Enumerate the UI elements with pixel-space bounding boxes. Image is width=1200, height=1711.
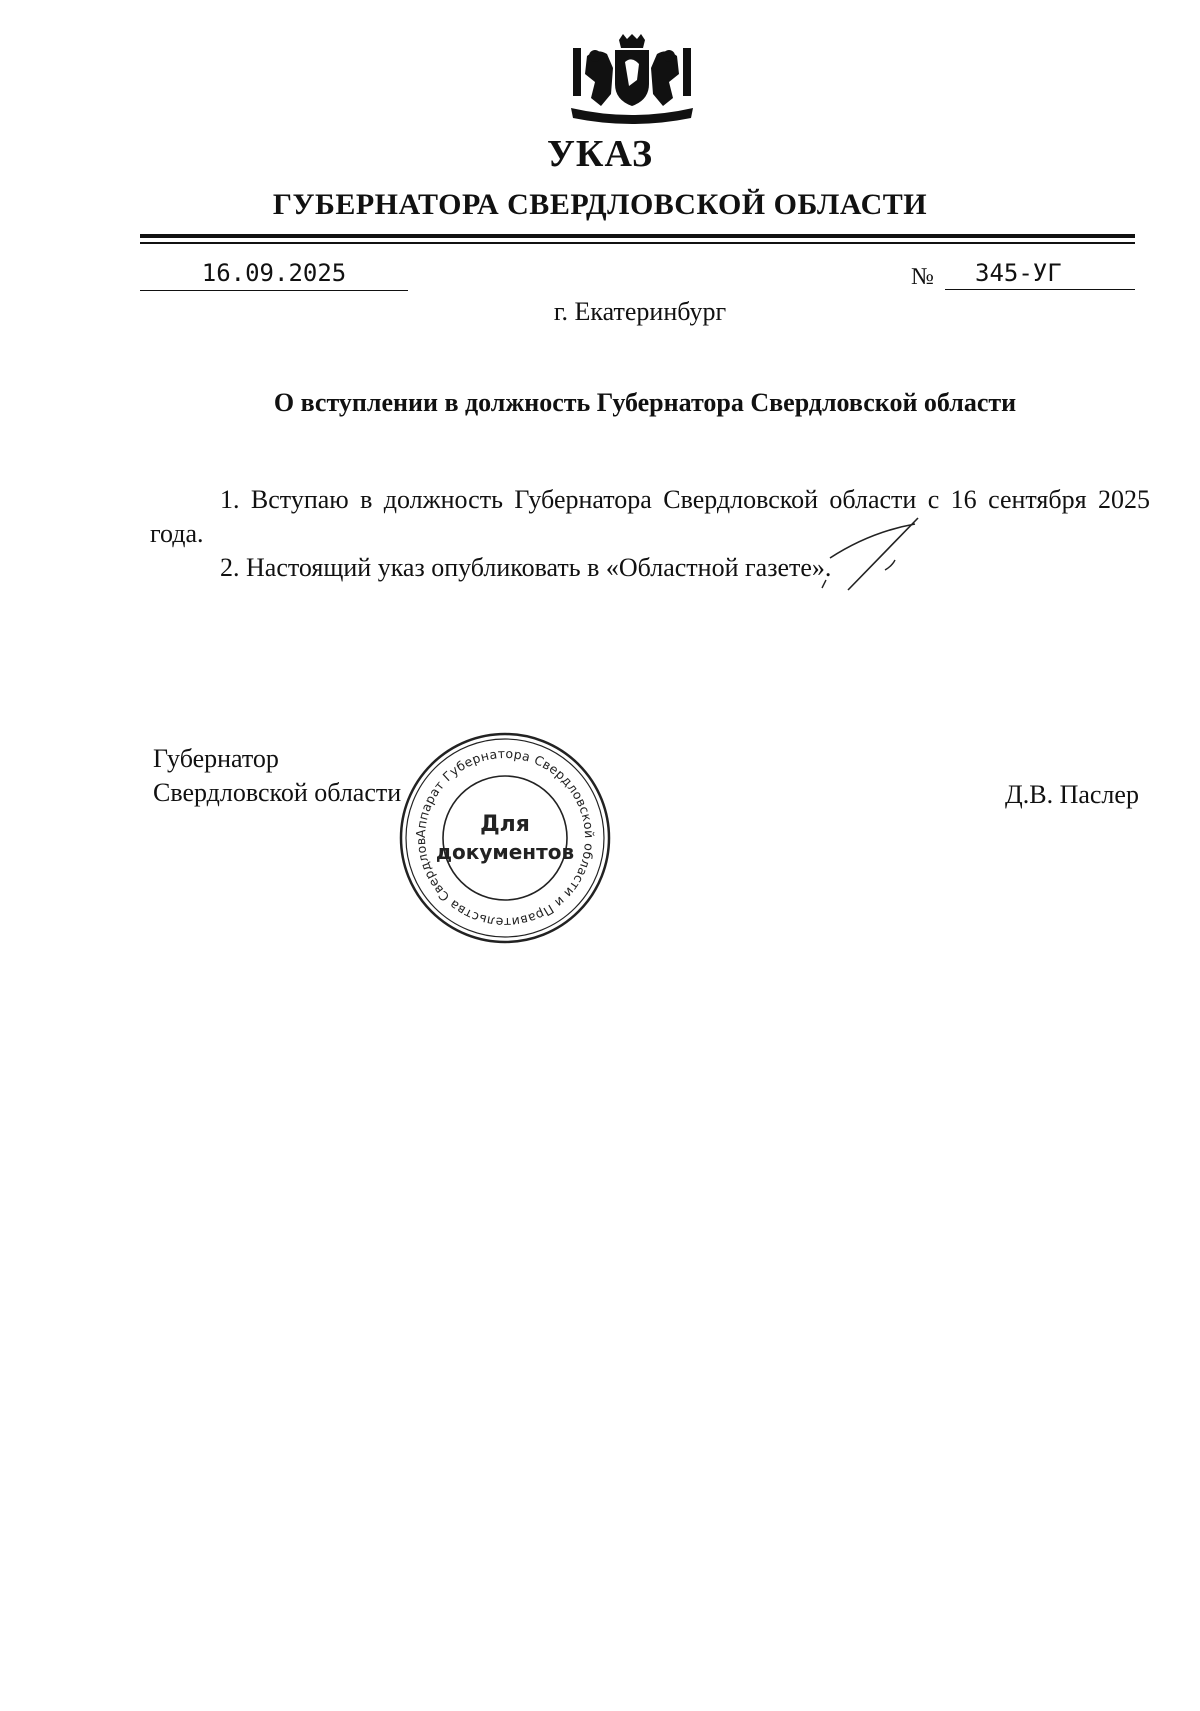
signatory-position-line2: Свердловской области bbox=[153, 778, 402, 807]
signatory-position bbox=[153, 742, 401, 810]
seal-ring-text: Аппарат Губернатора Свердловской области и Правительства Свердлов bbox=[412, 745, 598, 931]
document-title: УКАЗ bbox=[547, 133, 653, 175]
header-rule-thin bbox=[140, 242, 1135, 244]
document-number: 345-УГ bbox=[945, 256, 1135, 290]
header-rule-thick bbox=[140, 234, 1135, 238]
seal-center-line2: документов bbox=[435, 840, 575, 864]
handwritten-signature bbox=[800, 510, 950, 605]
paragraph-2: 2. Настоящий указ опубликовать в «Областной газете». bbox=[220, 553, 832, 582]
document-body bbox=[150, 483, 1150, 585]
document-date: 16.09.2025 bbox=[140, 256, 408, 291]
signatory-position-line1: Губернатор bbox=[153, 744, 279, 773]
document-city: г. Екатеринбург bbox=[553, 297, 727, 326]
seal-center-line1: Для bbox=[480, 812, 530, 837]
signatory-name: Д.В. Паслер bbox=[1005, 780, 1139, 809]
document-heading: О вступлении в должность Губернатора Свердловской области bbox=[273, 388, 1017, 417]
document-subtitle: ГУБЕРНАТОРА СВЕРДЛОВСКОЙ ОБЛАСТИ bbox=[272, 188, 928, 221]
coat-of-arms-emblem bbox=[567, 34, 697, 126]
number-sign: № bbox=[911, 264, 934, 290]
official-seal bbox=[398, 731, 612, 945]
paragraph-1: 1. Вступаю в должность Губернатора Свердловской области с 16 сентября 2025 года. bbox=[150, 485, 1150, 548]
